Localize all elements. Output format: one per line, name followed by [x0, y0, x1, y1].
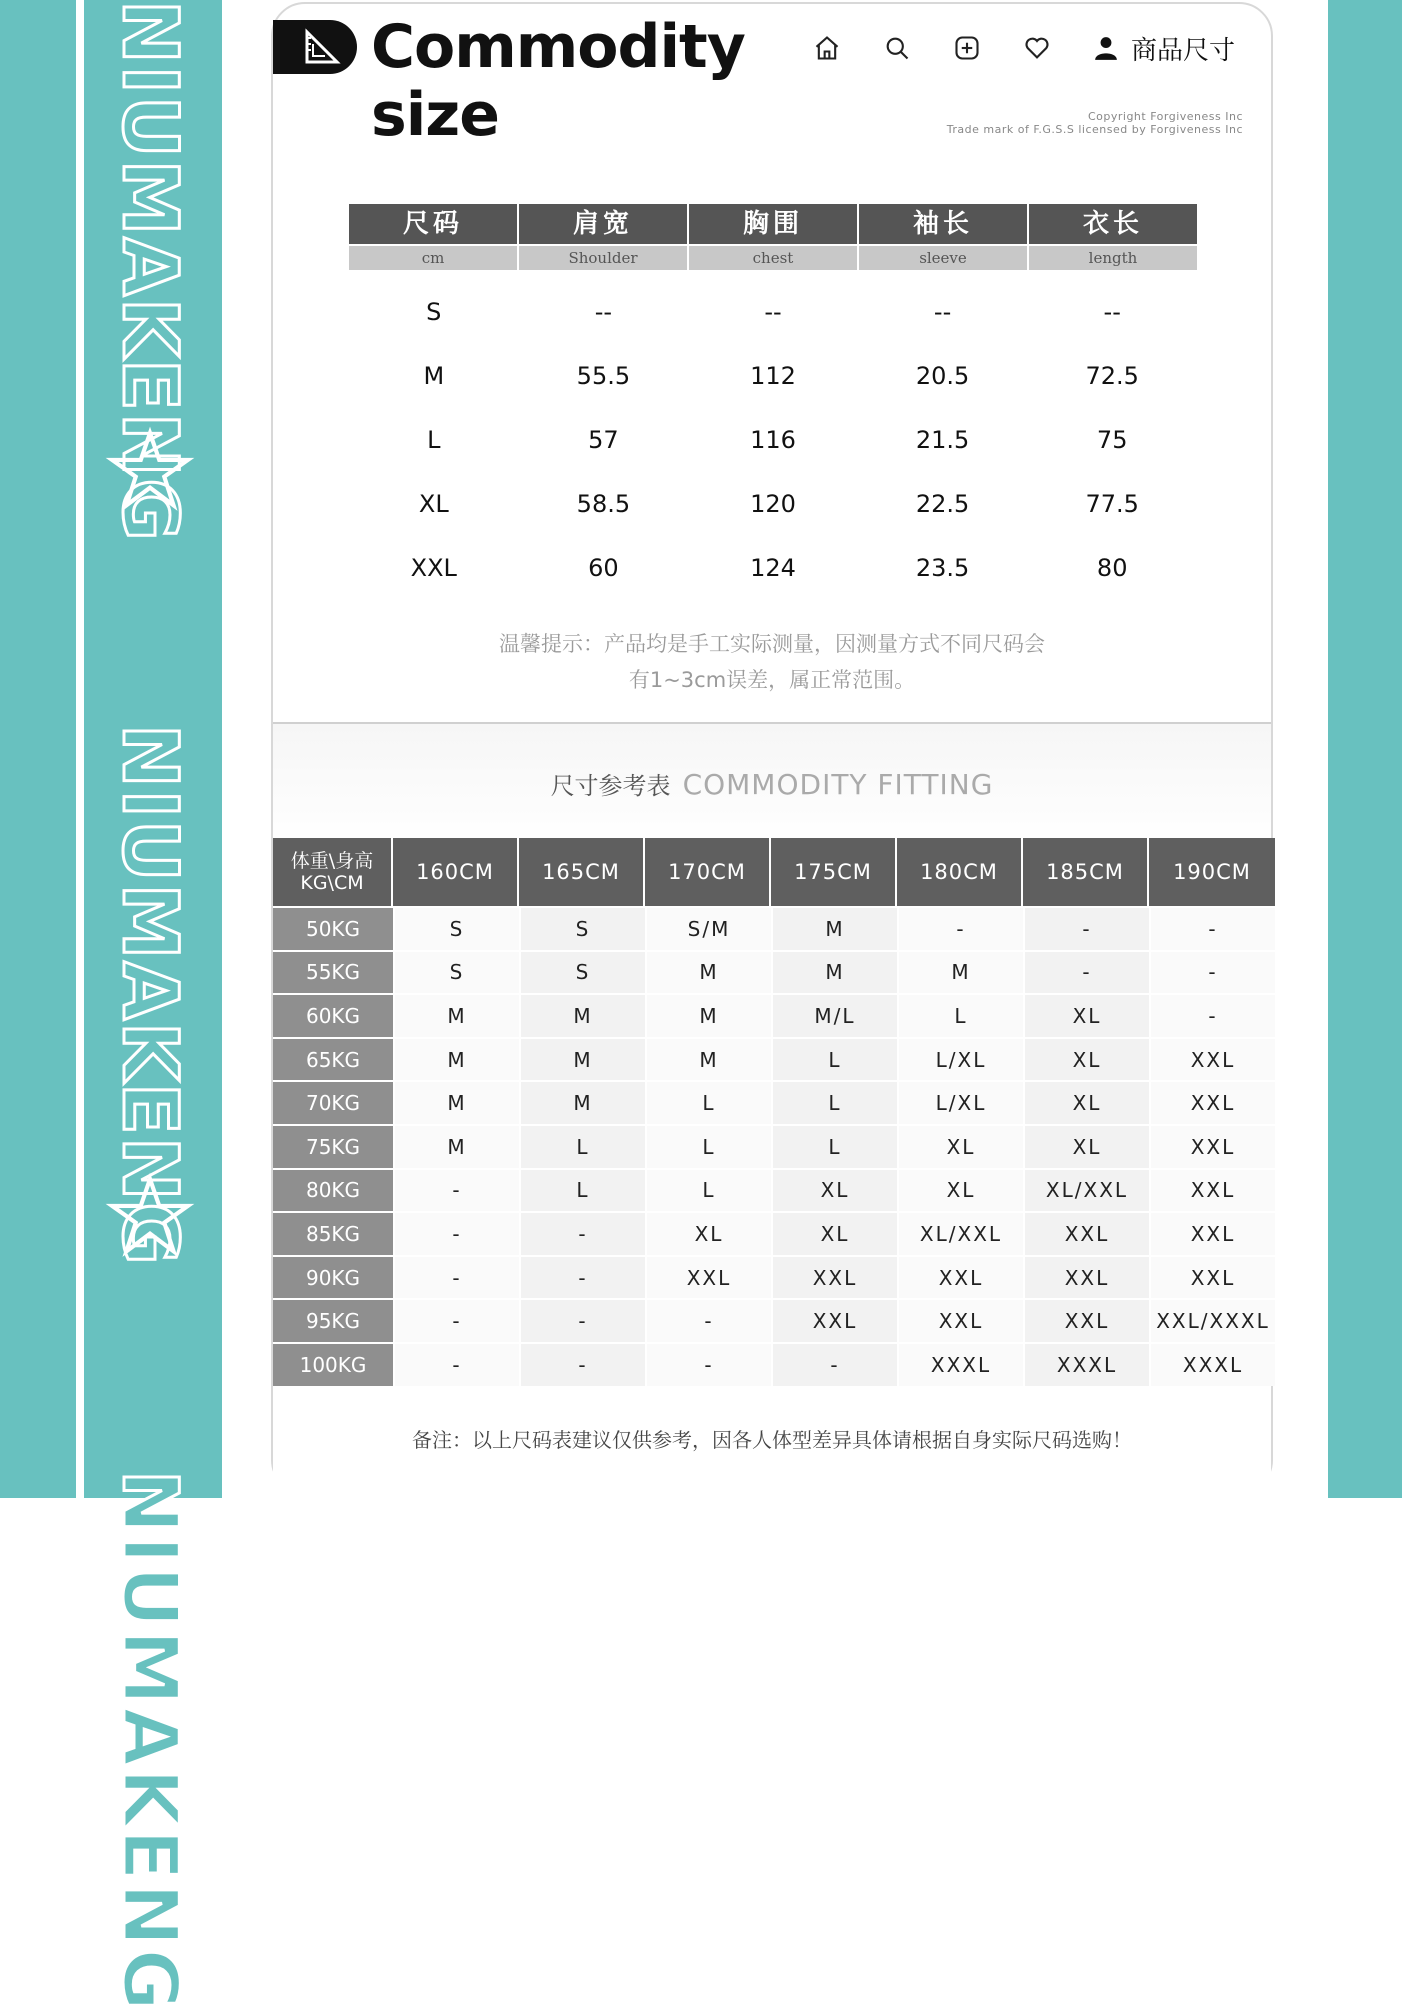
search-icon[interactable] — [877, 28, 917, 68]
fitting-size-cell: - — [771, 1344, 897, 1386]
page-subtitle: size — [371, 80, 499, 150]
fitting-size-cell: M — [393, 995, 519, 1037]
nav-bar — [807, 26, 1235, 70]
fitting-row — [273, 1124, 1275, 1168]
fitting-size-cell: M — [771, 952, 897, 994]
fitting-height-header: 165CM — [519, 838, 645, 906]
fitting-size-cell: - — [519, 1213, 645, 1255]
size-table-row — [349, 472, 1197, 536]
fitting-size-cell: XL — [897, 1126, 1023, 1168]
fitting-size-cell: M — [645, 1039, 771, 1081]
fitting-size-cell: L — [519, 1170, 645, 1212]
fitting-weight-cell: 55KG — [273, 952, 393, 994]
fitting-size-cell: M — [519, 1039, 645, 1081]
fitting-height-header: 175CM — [771, 838, 897, 906]
size-table-cell: 60 — [588, 554, 619, 582]
fitting-size-cell: L — [771, 1039, 897, 1081]
fitting-size-cell: S — [519, 908, 645, 950]
fitting-size-cell: S/M — [645, 908, 771, 950]
fitting-size-cell: - — [519, 1300, 645, 1342]
fitting-height-header: 190CM — [1173, 860, 1251, 884]
size-table-cell: -- — [764, 298, 782, 326]
size-table-row — [349, 280, 1197, 344]
fitting-size-cell: XL/XXL — [1023, 1170, 1149, 1212]
fitting-size-cell: - — [897, 908, 1023, 950]
fitting-row — [273, 993, 1275, 1037]
fitting-size-cell: L — [645, 1170, 771, 1212]
heart-icon[interactable] — [1017, 28, 1057, 68]
fitting-size-cell: XXL — [897, 1257, 1023, 1299]
fitting-size-cell: M — [645, 995, 771, 1037]
fitting-row — [273, 1211, 1275, 1255]
fitting-size-cell: L — [771, 1126, 897, 1168]
size-table-header — [349, 204, 1197, 270]
fitting-size-cell: XXL — [771, 1257, 897, 1299]
size-table-cell: 72.5 — [1085, 362, 1139, 390]
fitting-weight-cell: 85KG — [273, 1213, 393, 1255]
fitting-size-cell: S — [393, 908, 519, 950]
size-table-cell: -- — [594, 298, 613, 326]
size-header-cell: 衣长 length — [1029, 204, 1197, 270]
size-table-cell: 20.5 — [915, 362, 970, 390]
fitting-row — [273, 1298, 1275, 1342]
add-icon[interactable] — [947, 28, 987, 68]
fitting-weight-cell: 75KG — [273, 1126, 393, 1168]
fitting-size-cell: - — [393, 1257, 519, 1299]
fitting-size-cell: - — [645, 1344, 771, 1386]
fitting-row — [273, 1168, 1275, 1212]
fitting-weight-cell: 60KG — [273, 995, 393, 1037]
right-decor-band — [1318, 0, 1402, 1498]
fitting-size-cell: XXL — [1149, 1213, 1275, 1255]
size-table-cell: -- — [933, 298, 952, 326]
fitting-size-cell: M — [645, 952, 771, 994]
user-label: 商品尺寸 — [1131, 35, 1236, 66]
fitting-note: 备注：以上尺码表建议仅供参考，因各人体型差异具体请根据自身实际尺码选购！ — [412, 1428, 1132, 1452]
fitting-size-cell: L — [645, 1082, 771, 1124]
fitting-size-cell: S — [519, 952, 645, 994]
fitting-size-cell: XL — [771, 1170, 897, 1212]
fitting-size-cell: - — [519, 1257, 645, 1299]
size-table-cell: XXL — [410, 554, 457, 582]
copyright-text: Copyright Forgiveness Inc Trade mark of F.G.S.S licensed by Forgiveness Inc — [946, 110, 1243, 136]
fitting-weight-cell: 100KG — [273, 1344, 393, 1386]
fitting-size-cell: M — [897, 952, 1023, 994]
size-table-cell: 21.5 — [915, 426, 970, 454]
fitting-size-cell: XXL — [771, 1300, 897, 1342]
fitting-weight-cell: 90KG — [273, 1257, 393, 1299]
size-table-row — [349, 536, 1197, 600]
fitting-table-body — [273, 906, 1275, 1386]
fitting-height-header: 180CM — [897, 838, 1023, 906]
size-header-cell: 尺码 cm — [349, 204, 517, 270]
size-table-cell: 116 — [750, 426, 796, 454]
user-menu[interactable] — [1093, 30, 1235, 67]
size-table-cell: -- — [1103, 298, 1121, 326]
fitting-size-cell: XL — [771, 1213, 897, 1255]
fitting-size-cell: XXXL — [1023, 1344, 1149, 1386]
fitting-weight-cell: 65KG — [273, 1039, 393, 1081]
fitting-size-cell: XL — [1023, 1082, 1149, 1124]
decor-stripe — [222, 0, 228, 1498]
fitting-weight-cell: 80KG — [273, 1170, 393, 1212]
fitting-size-cell: M — [519, 1082, 645, 1124]
fitting-size-cell: - — [645, 1300, 771, 1342]
size-header-cell: 肩宽 Shoulder — [519, 204, 687, 270]
decor-stripe — [1318, 0, 1328, 1498]
fitting-size-cell: XXL — [1149, 1170, 1275, 1212]
fitting-size-cell: M — [519, 995, 645, 1037]
star-icon — [108, 428, 192, 512]
size-table-cell: 22.5 — [915, 490, 970, 518]
size-table-cell: 55.5 — [576, 362, 631, 390]
fitting-size-cell: XXL — [1023, 1257, 1149, 1299]
fitting-size-cell: - — [393, 1170, 519, 1212]
fitting-size-cell: S — [393, 952, 519, 994]
fitting-row — [273, 1037, 1275, 1081]
size-card — [271, 2, 1273, 1494]
fitting-size-cell: XXL — [1149, 1082, 1275, 1124]
size-table-cell: 23.5 — [915, 554, 970, 582]
fitting-size-cell: XXL — [1149, 1126, 1275, 1168]
logo-ruler-icon — [273, 20, 357, 74]
user-icon — [1093, 35, 1119, 61]
fitting-size-cell: XL — [897, 1170, 1023, 1212]
fitting-size-cell: L — [519, 1126, 645, 1168]
fitting-height-header: 185CM — [1023, 838, 1149, 906]
fitting-table — [273, 838, 1275, 1386]
fitting-row — [273, 950, 1275, 994]
size-table-cell: S — [426, 298, 442, 326]
size-table-cell: 58.5 — [576, 490, 631, 518]
fitting-size-cell: L/XL — [897, 1039, 1023, 1081]
page-title: Commodity — [371, 12, 745, 82]
fitting-weight-cell: 95KG — [273, 1300, 393, 1342]
fitting-size-cell: XL — [1023, 995, 1149, 1037]
size-table-row — [349, 344, 1197, 408]
fitting-title: 尺寸参考表 COMMODITY FITTING — [550, 768, 994, 801]
fitting-weight-cell: 50KG — [273, 908, 393, 950]
size-table-cell: 120 — [750, 490, 796, 518]
fitting-size-cell: - — [1149, 995, 1275, 1037]
fitting-size-cell: XXL — [1023, 1213, 1149, 1255]
size-header-cell: 袖长 sleeve — [859, 204, 1027, 270]
fitting-size-cell: M — [393, 1039, 519, 1081]
fitting-size-cell: - — [519, 1344, 645, 1386]
fitting-size-cell: - — [393, 1213, 519, 1255]
fitting-size-cell: XXXL — [897, 1344, 1023, 1386]
star-icon — [108, 1174, 192, 1258]
fitting-size-cell: XXL — [897, 1300, 1023, 1342]
left-decor-band: NIUMAKENG NIUMAKENG NIUMAKENG — [0, 0, 228, 1498]
fitting-row — [273, 1255, 1275, 1299]
fitting-height-header: 160CM — [393, 838, 519, 906]
fitting-size-cell: XL — [1023, 1126, 1149, 1168]
size-table-body — [349, 280, 1197, 600]
fitting-size-cell: - — [393, 1300, 519, 1342]
fitting-size-cell: L — [897, 995, 1023, 1037]
size-table-cell: L — [427, 426, 441, 454]
fitting-size-cell: - — [1149, 952, 1275, 994]
fitting-row — [273, 906, 1275, 950]
fitting-size-cell: M — [393, 1126, 519, 1168]
size-table-cell: 75 — [1096, 426, 1128, 454]
fitting-size-cell: - — [1149, 908, 1275, 950]
size-table-cell: XL — [418, 490, 449, 518]
home-icon[interactable] — [807, 28, 847, 68]
fitting-size-cell: XXL — [1149, 1257, 1275, 1299]
size-table-cell: 124 — [750, 554, 796, 582]
fitting-corner-cell: 体重\身高 KG\CM — [273, 838, 393, 906]
fitting-header-row — [273, 838, 1275, 906]
size-table-cell: 80 — [1096, 554, 1128, 582]
fitting-size-cell: M — [393, 1082, 519, 1124]
fitting-size-cell: XXXL — [1149, 1344, 1275, 1386]
fitting-size-cell: L — [771, 1082, 897, 1124]
fitting-row — [273, 1080, 1275, 1124]
fitting-size-cell: M/L — [771, 995, 897, 1037]
fitting-size-cell: M — [771, 908, 897, 950]
fitting-size-cell: - — [393, 1344, 519, 1386]
fitting-size-cell: XXL — [1149, 1039, 1275, 1081]
size-table-row — [349, 408, 1197, 472]
decor-stripe — [76, 0, 84, 1498]
size-table-cell: 77.5 — [1085, 490, 1139, 518]
size-header-cell: 胸围 chest — [689, 204, 857, 270]
fitting-size-cell: XL — [1023, 1039, 1149, 1081]
fitting-size-cell: L — [645, 1126, 771, 1168]
fitting-size-cell: XXL/XXXL — [1149, 1300, 1275, 1342]
measurement-tip: 温馨提示：产品均是手工实际测量，因测量方式不同尺码会 有1~3cm误差，属正常范围。 — [499, 632, 1045, 692]
fitting-size-cell: - — [1023, 908, 1149, 950]
size-table-cell: M — [423, 362, 445, 390]
fitting-size-cell: XXL — [1023, 1300, 1149, 1342]
fitting-row — [273, 1342, 1275, 1386]
fitting-size-cell: - — [1023, 952, 1149, 994]
fitting-size-cell: XL — [645, 1213, 771, 1255]
fitting-height-header: 170CM — [645, 838, 771, 906]
size-table-cell: 112 — [750, 362, 796, 390]
fitting-size-cell: XXL — [645, 1257, 771, 1299]
size-table-cell: 57 — [588, 426, 619, 454]
fitting-weight-cell: 70KG — [273, 1082, 393, 1124]
fitting-size-cell: XL/XXL — [897, 1213, 1023, 1255]
fitting-size-cell: L/XL — [897, 1082, 1023, 1124]
